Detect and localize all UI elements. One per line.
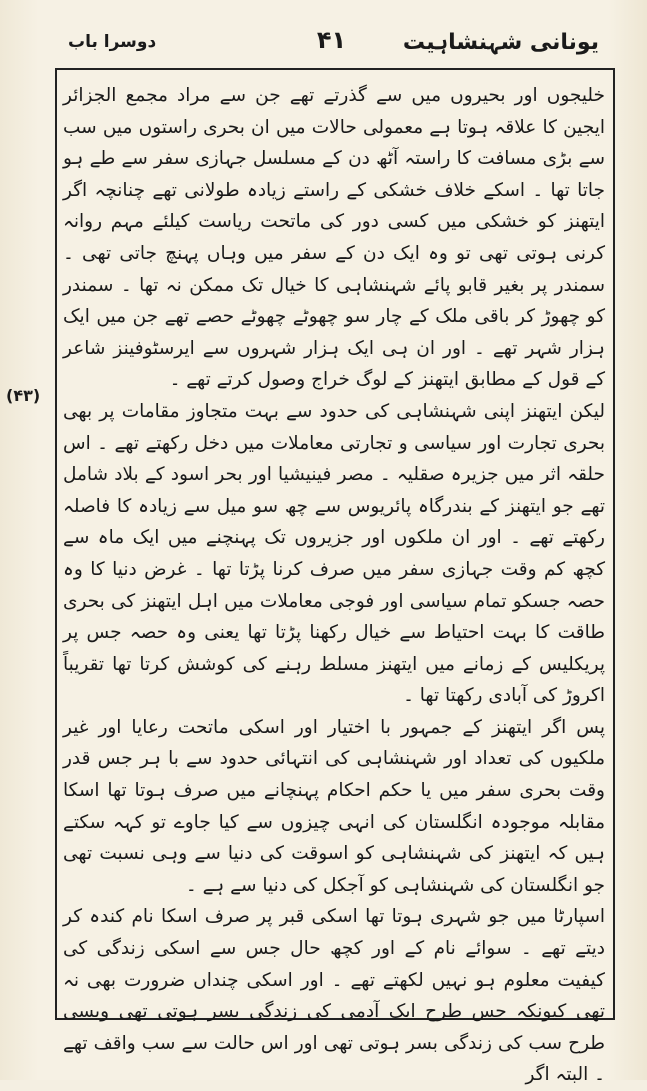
page-number: ۴۱ <box>316 26 347 54</box>
paragraph: اسپارٹا میں جو شہری ہوتا تھا اسکی قبر پر صرف اسکا نام کندہ کر دیتے تھے ۔ سوائے نام کے اور کچھ حال جس سے اسکی زندگی کی کیفیت معلوم ہو نہیں لکھتے تھے ۔ اور اسکی چنداں ضرورت بھی نہ تھی کیونکہ جس طرح ایک آدمی کی زندگی بسر ہوتی تھی ویسی طرح سب کی زندگی بسر ہوتی تھی اور اس حالت سے سب واقف تھے ۔ البتہ اگر <box>63 906 605 1086</box>
chapter-label: دوسرا باب <box>68 32 157 52</box>
book-title: یونانی شہنشاہیت <box>402 30 599 55</box>
paragraph: لیکن ایتھنز اپنی شہنشاہی کی حدود سے بہت متجاوز مقامات پر بھی بحری تجارت اور سیاسی و تجارتی معاملات میں دخل رکھتے تھے ۔ اس حلقہ اثر میں جزیرہ صقلیہ ۔ مصر فینیشیا اور بحر اسود کے بلاد شامل تھے جو ایتھنز کے بندرگاہ پائریوس سے چھ سو میل سے زیادہ کا فاصلہ رکھتے تھے ۔ اور ان ملکوں اور جزیروں تک پہنچنے میں ایک ماہ سے کچھ کم وقت جہازی سفر میں صرف کرنا پڑتا تھا ۔ غرض دنیا کا وہ حصہ جسکو تمام سیاسی اور فوجی معاملات میں اہل ایتھنز کی بحری طاقت کا بہت احتیاط سے خیال رکھنا پڑتا تھا یعنی وہ حصہ جس پر پریکلیس کے زمانے میں ایتھنز مسلط رہنے کی کوشش کرتا تھا تقریباً اکروڑ کی آبادی رکھتا تھا ۔ <box>63 400 605 707</box>
text-frame <box>55 68 615 1086</box>
running-header <box>60 22 603 66</box>
paragraph: خلیجوں اور بحیروں میں سے گذرتے تھے جن سے مراد مجمع الجزائر ایجین کا علاقہ ہوتا ہے معمولی حالات میں ان بحری راستوں میں سب سے بڑی مسافت کا راستہ آٹھ دن کے مسلسل جہازی سفر سے طے ہو جاتا تھا ۔ اسکے خلاف خشکی کے راستے زیادہ طولانی تھے چنانچہ اگر ایتھنز کو خشکی میں کسی دور کی ماتحت ریاست کیلئے مہم روانہ کرنی ہوتی تھی تو وہ ایک دن کے سفر میں وہاں پہنچ جاتی تھی ۔ سمندر پر بغیر قابو پائے شہنشاہی کا خیال تک ممکن نہ تھا ۔ سمندر کو چھوڑ کر باقی ملک کے چار سو چھوٹے چھوٹے حصے تھے جن میں ایک ہزار شہر تھے ۔ اور ان ہی ایک ہزار شہروں سے ایرسٹوفینز شاعر کے قول کے مطابق ایتھنز کے لوگ خراج وصول کرتے تھے ۔ <box>63 85 605 391</box>
paragraph: پس اگر ایتھنز کے جمہور با اختیار اور اسکی ماتحت رعایا اور غیر ملکیوں کی تعداد اور شہنشاہی کی انتہائی حدود سے با ہر جس قدر وقت بحری سفر میں یا حکم احکام پہنچانے میں صرف ہوتا تھا اسکا مقابلہ موجودہ انگلستان کی انہی چیزوں سے کیا جاوے تو کہہ سکتے ہیں کہ ایتھنز کی شہنشاہی کو اسوقت کی دنیا سے وہی نسبت تھی جو انگلستان کی شہنشاہی کو آجکل کی دنیا سے ہے ۔ <box>63 716 605 896</box>
margin-note: (۴۳) <box>6 386 41 405</box>
body-text <box>63 80 605 1086</box>
